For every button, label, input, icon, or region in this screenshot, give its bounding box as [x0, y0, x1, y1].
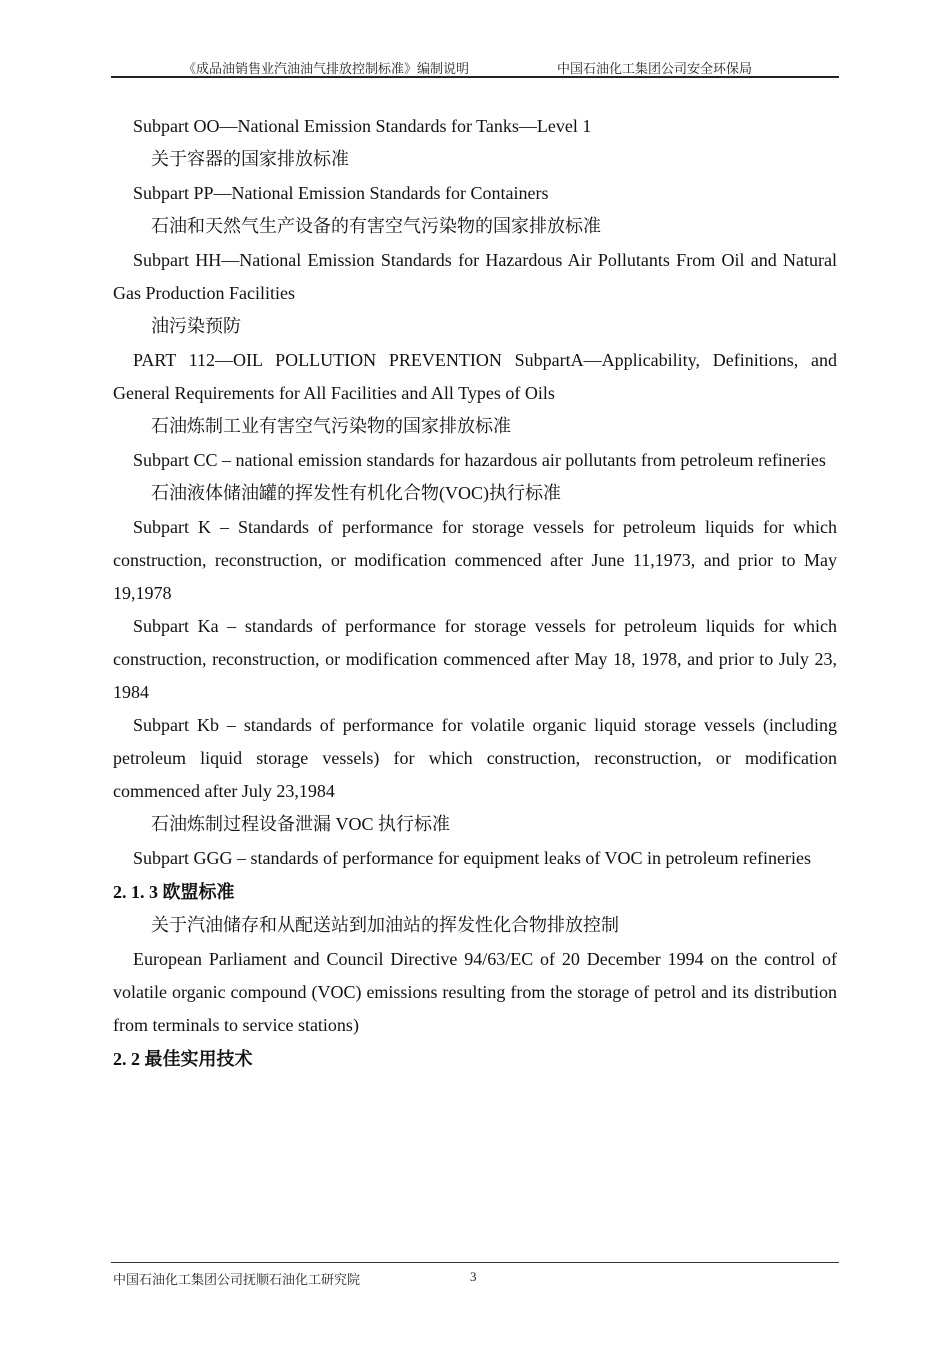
paragraph-eu-directive: European Parliament and Council Directive 94/63/EC of 20 December 1994 on the control of volatile organic compound (VOC) emissions resulting from the storage of petrol and its distribution from terminals to service stations) [113, 949, 837, 1035]
section-heading-eu: 2. 1. 3 欧盟标准 [113, 882, 235, 902]
paragraph-subpart-pp: Subpart PP—National Emission Standards for Containers [133, 183, 549, 203]
paragraph-subpart-k: Subpart K – Standards of performance for storage vessels for petroleum liquids for which construction, reconstruction, or modification commenced after June 11,1973, and prior to May 19,1978 [113, 517, 837, 603]
paragraph-subpart-ka: Subpart Ka – standards of performance for storage vessels for petroleum liquids for which construction, reconstruction, or modification commenced after May 18, 1978, and prior to July 23, 1984 [113, 616, 837, 702]
document-body [113, 110, 837, 1076]
paragraph-zh-voc-tanks: 石油液体储油罐的挥发性有机化合物(VOC)执行标准 [151, 483, 561, 503]
paragraph-zh-voc-leaks: 石油炼制过程设备泄漏 VOC 执行标准 [151, 814, 451, 834]
paragraph-subpart-kb: Subpart Kb – standards of performance for volatile organic liquid storage vessels (including petroleum liquid storage vessels) for which construction, reconstruction, or modification commenced after July 23,1984 [113, 715, 837, 801]
page-header [111, 56, 839, 76]
footer-organization: 中国石油化工集团公司抚顺石油化工研究院 [113, 1272, 361, 1287]
header-organization: 中国石油化工集团公司安全环保局 [557, 61, 753, 76]
paragraph-zh-oil-gas: 石油和天然气生产设备的有害空气污染物的国家排放标准 [151, 216, 601, 236]
header-document-title: 《成品油销售业汽油油气排放控制标准》编制说明 [183, 61, 470, 76]
paragraph-part-112: PART 112—OIL POLLUTION PREVENTION SubpartA—Applicability, Definitions, and General Requirements for All Facilities and All Types of Oils [113, 350, 837, 403]
paragraph-zh-eu-petrol: 关于汽油储存和从配送站到加油站的挥发性化合物排放控制 [151, 915, 619, 935]
paragraph-subpart-cc: Subpart CC – national emission standards for hazardous air pollutants from petroleum refineries [133, 450, 826, 470]
paragraph-subpart-ggg: Subpart GGG – standards of performance for equipment leaks of VOC in petroleum refineries [133, 848, 811, 868]
paragraph-subpart-hh: Subpart HH—National Emission Standards for Hazardous Air Pollutants From Oil and Natural Gas Production Facilities [113, 250, 837, 303]
header-divider [111, 76, 839, 78]
paragraph-zh-oil-pollution: 油污染预防 [151, 316, 241, 336]
paragraph-zh-containers: 关于容器的国家排放标准 [151, 149, 349, 169]
section-heading-bat: 2. 2 最佳实用技术 [113, 1049, 253, 1069]
paragraph-subpart-oo: Subpart OO—National Emission Standards for Tanks—Level 1 [133, 116, 592, 136]
page-number: 3 [470, 1269, 477, 1284]
paragraph-zh-refining: 石油炼制工业有害空气污染物的国家排放标准 [151, 416, 511, 436]
footer-divider [111, 1262, 839, 1263]
